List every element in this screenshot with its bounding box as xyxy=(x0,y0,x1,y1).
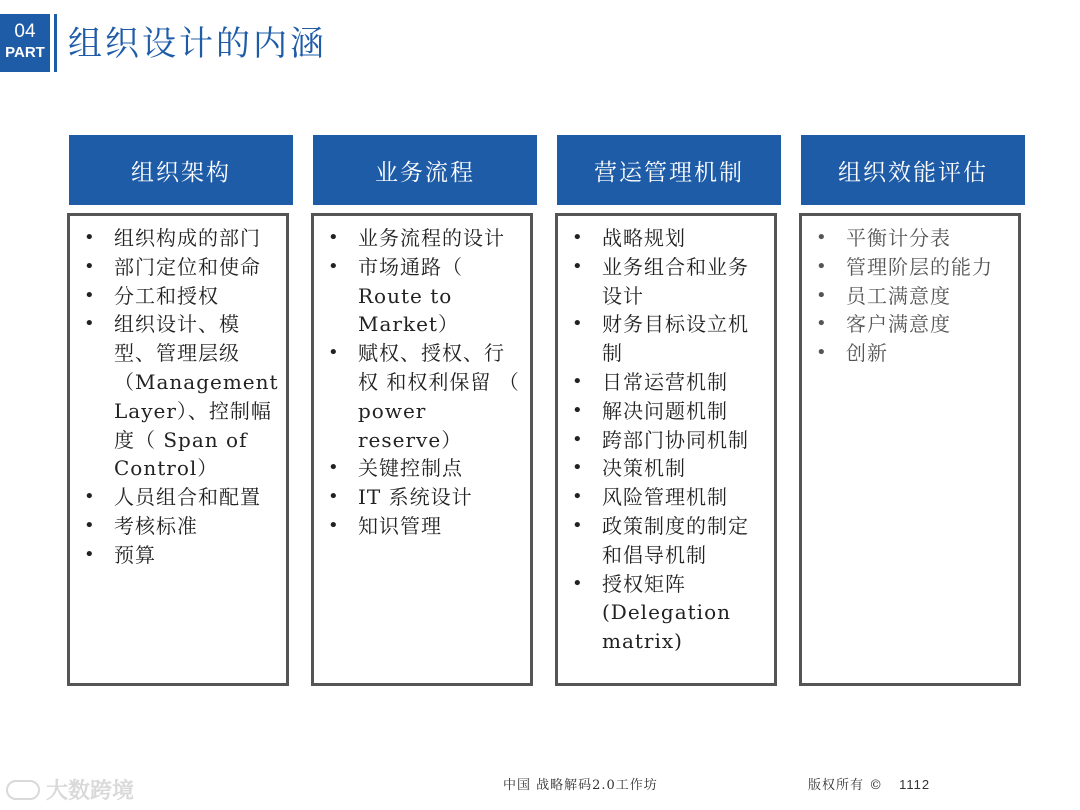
list-item: • 解决问题机制 xyxy=(568,397,766,426)
column-body xyxy=(555,213,777,686)
column-body xyxy=(67,213,289,686)
column-heading: 组织效能评估 xyxy=(801,135,1025,205)
list-item: • 创新 xyxy=(812,339,1010,368)
list-item: • 赋权、授权、行权 和权利保留 （ power reserve） xyxy=(324,339,522,454)
list-item: • 客户满意度 xyxy=(812,310,1010,339)
column-body xyxy=(311,213,533,686)
list-item: • 管理阶层的能力 xyxy=(812,253,1010,282)
watermark xyxy=(6,774,134,805)
part-label: PART xyxy=(5,44,45,61)
list-item: • 决策机制 xyxy=(568,454,766,483)
column-heading: 组织架构 xyxy=(69,135,293,205)
column-org-structure xyxy=(69,135,293,567)
footer-workshop-label: 中国 战略解码2.0工作坊 xyxy=(503,778,658,793)
list-item: • 员工满意度 xyxy=(812,282,1010,311)
column-heading: 营运管理机制 xyxy=(557,135,781,205)
list-item: • 日常运营机制 xyxy=(568,368,766,397)
list-item: • 市场通路（ Route to Market） xyxy=(324,253,522,339)
list-item: • 平衡计分表 xyxy=(812,224,1010,253)
page-title: 组织设计的内涵 xyxy=(68,24,327,64)
column-org-effectiveness xyxy=(801,135,1025,366)
page-number: 1112 xyxy=(899,777,931,792)
bullet-list xyxy=(812,224,1010,368)
list-item: • 知识管理 xyxy=(324,512,522,541)
list-item: • 关键控制点 xyxy=(324,454,522,483)
list-item: • 跨部门协同机制 xyxy=(568,426,766,455)
list-item: • 人员组合和配置 xyxy=(80,483,278,512)
bullet-list xyxy=(80,224,278,570)
column-business-process xyxy=(313,135,537,538)
column-operations-mechanism xyxy=(557,135,781,654)
list-item: • 财务目标设立机制 xyxy=(568,310,766,368)
list-item: • 预算 xyxy=(80,541,278,570)
part-badge xyxy=(0,14,50,72)
list-item: • 组织设计、模型、管理层级（Management Layer）、控制幅度（ Span of Control） xyxy=(80,310,278,483)
copyright-text: 版权所有 © xyxy=(808,778,884,793)
list-item: • 业务流程的设计 xyxy=(324,224,522,253)
list-item: • 部门定位和使命 xyxy=(80,253,278,282)
footer-copyright xyxy=(808,774,930,793)
list-item: • 风险管理机制 xyxy=(568,483,766,512)
bullet-list xyxy=(568,224,766,656)
watermark-icon xyxy=(6,780,40,800)
list-item: • IT 系统设计 xyxy=(324,483,522,512)
bullet-list xyxy=(324,224,522,541)
list-item: • 考核标准 xyxy=(80,512,278,541)
list-item: • 战略规划 xyxy=(568,224,766,253)
list-item: • 业务组合和业务设计 xyxy=(568,253,766,311)
list-item: • 政策制度的制定和倡导机制 xyxy=(568,512,766,570)
title-divider xyxy=(54,14,57,72)
part-number: 04 xyxy=(14,21,36,42)
column-heading: 业务流程 xyxy=(313,135,537,205)
watermark-text: 大数跨境 xyxy=(46,779,135,804)
column-body xyxy=(799,213,1021,686)
list-item: • 组织构成的部门 xyxy=(80,224,278,253)
list-item: • 分工和授权 xyxy=(80,282,278,311)
list-item: • 授权矩阵(Delegation matrix) xyxy=(568,570,766,656)
